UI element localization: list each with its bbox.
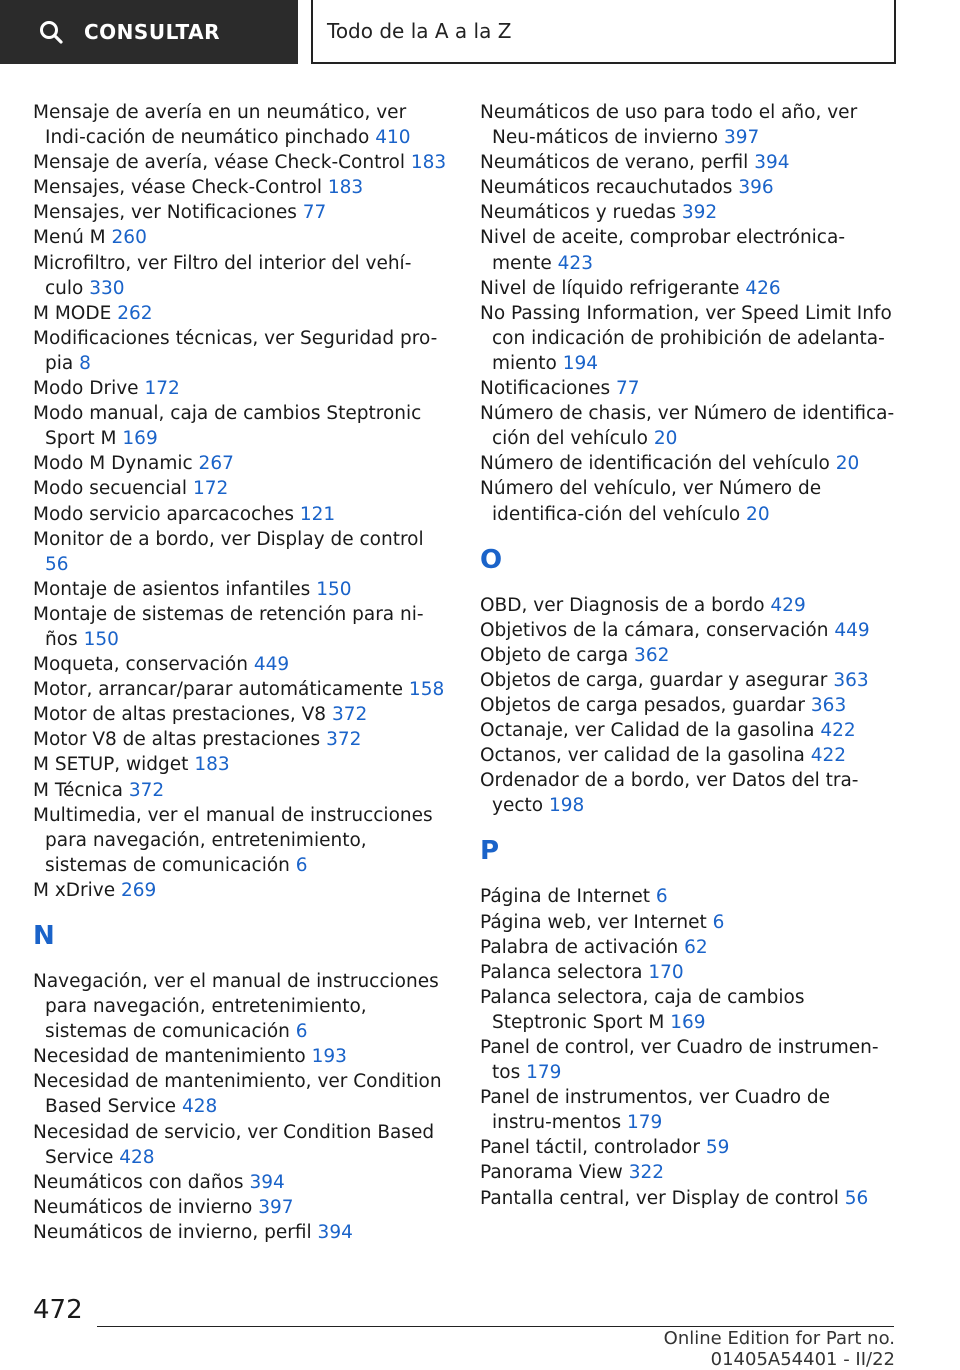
page-link[interactable]: 6 — [655, 886, 668, 908]
index-entry — [33, 878, 448, 903]
page-link[interactable]: 172 — [192, 478, 229, 500]
entry-text: Neumáticos y ruedas — [480, 202, 676, 224]
entry-text: Objetos de carga pesados, guardar — [480, 694, 806, 716]
search-icon — [38, 19, 64, 45]
page-link[interactable]: 372 — [326, 729, 362, 751]
index-entry — [33, 577, 448, 602]
index-entry — [480, 1035, 895, 1085]
index-entry — [33, 326, 448, 376]
entry-text: OBD, ver Diagnosis de a bordo — [480, 594, 765, 616]
page-link[interactable]: 260 — [111, 227, 147, 249]
search-label: CONSULTAR — [84, 20, 220, 44]
entry-text: Modo manual, caja de cambios Steptronic Sport M — [33, 403, 422, 450]
index-entry — [480, 693, 895, 718]
index-column-left — [33, 100, 448, 1245]
index-entry — [480, 618, 895, 643]
entry-text: Motor, arrancar/parar automáticamente — [33, 679, 404, 701]
index-entry — [33, 251, 448, 301]
page-link[interactable]: 429 — [770, 594, 806, 616]
page-link[interactable]: 372 — [128, 779, 165, 801]
index-entry — [480, 1186, 895, 1211]
index-entry — [480, 401, 895, 451]
index-entry — [33, 1195, 448, 1220]
page-link[interactable]: 172 — [144, 378, 180, 400]
index-entry — [480, 1085, 895, 1135]
page-link[interactable]: 269 — [121, 879, 157, 901]
index-entry — [480, 200, 895, 225]
index-entry — [480, 960, 895, 985]
entry-text: M MODE — [33, 302, 112, 324]
entry-text: Neumáticos con daños — [33, 1171, 244, 1193]
page-link[interactable]: 6 — [295, 854, 308, 876]
index-entry — [480, 476, 895, 526]
page-link[interactable]: 422 — [820, 720, 856, 742]
index-entry — [480, 768, 895, 818]
entry-text: Página de Internet — [480, 886, 650, 908]
index-entry — [480, 150, 895, 175]
page-link[interactable]: 59 — [705, 1137, 730, 1159]
page-link[interactable]: 150 — [83, 628, 119, 650]
page-link[interactable]: 169 — [670, 1011, 706, 1033]
entry-text: Mensaje de avería, véase Check-Control — [33, 152, 405, 174]
index-entry — [33, 1120, 448, 1170]
index-entry — [480, 276, 895, 301]
index-entry — [33, 200, 448, 225]
entry-text: Octanos, ver calidad de la gasolina — [480, 745, 805, 767]
index-entry — [33, 702, 448, 727]
index-entry — [33, 677, 448, 702]
page-link[interactable]: 394 — [249, 1171, 285, 1193]
page-link[interactable]: 62 — [684, 936, 708, 958]
entry-text: Neumáticos de uso para todo el año, ver Neu-máticos de invierno — [480, 102, 858, 149]
entry-text: Modo servicio aparcacoches — [33, 503, 294, 525]
entry-text: Página web, ver Internet — [480, 911, 707, 933]
page-link[interactable]: 183 — [410, 152, 447, 174]
entry-text: Montaje de sistemas de retención para ni-ños — [33, 603, 424, 650]
index-entry — [480, 1160, 895, 1185]
page-link[interactable]: 183 — [327, 177, 364, 199]
page-link[interactable]: 396 — [738, 177, 774, 199]
entry-text: Panel de instrumentos, ver Cuadro de instru-mentos — [480, 1087, 831, 1134]
page-link[interactable]: 449 — [834, 619, 870, 641]
entry-text: Neumáticos recauchutados — [480, 177, 733, 199]
entry-text: Palanca selectora — [480, 961, 643, 983]
page-link[interactable]: 194 — [562, 352, 599, 374]
page-link[interactable]: 394 — [317, 1221, 353, 1243]
entry-text: Menú M — [33, 227, 106, 249]
index-entry — [33, 803, 448, 878]
page-link[interactable]: 193 — [311, 1046, 347, 1068]
page-link[interactable]: 428 — [181, 1096, 218, 1118]
entry-text: Número de chasis, ver Número de identifica-ción del vehículo — [480, 403, 895, 450]
entry-text: Neumáticos de invierno — [33, 1196, 253, 1218]
page-link[interactable]: 426 — [745, 277, 781, 299]
entry-text: Número del vehículo, ver Número de identifica-ción del vehículo — [480, 478, 822, 525]
page-link[interactable]: 170 — [648, 961, 684, 983]
entry-text: Microfiltro, ver Filtro del interior del vehí-culo — [33, 252, 412, 299]
index-entry — [480, 593, 895, 618]
page-link[interactable]: 262 — [117, 302, 153, 324]
entry-text: M SETUP, widget — [33, 754, 189, 776]
entry-text: Ordenador de a bordo, ver Datos del tra-yecto — [480, 770, 859, 817]
page-link[interactable]: 150 — [316, 578, 352, 600]
entry-text: Mensaje de avería en un neumático, ver Indi-cación de neumático pinchado — [33, 102, 407, 149]
index-entry — [33, 652, 448, 677]
section-letter: N — [33, 921, 55, 951]
entry-text: Moqueta, conservación — [33, 654, 248, 676]
entry-text: Número de identificación del vehículo — [480, 453, 830, 475]
page-link[interactable]: 410 — [375, 127, 411, 149]
page-link[interactable]: 6 — [712, 911, 725, 933]
page-link[interactable]: 423 — [557, 252, 593, 274]
entry-text: Modo Drive — [33, 378, 139, 400]
index-entry — [480, 718, 895, 743]
page-link[interactable]: 6 — [295, 1021, 308, 1043]
entry-text: Necesidad de mantenimiento — [33, 1046, 306, 1068]
page-link[interactable]: 394 — [754, 152, 790, 174]
section-letter: O — [480, 544, 503, 575]
index-entry — [480, 225, 895, 275]
page-link[interactable]: 362 — [634, 644, 670, 666]
page-link[interactable]: 169 — [122, 428, 158, 450]
page-link[interactable]: 267 — [198, 453, 234, 475]
breadcrumb[interactable] — [311, 0, 896, 64]
index-entry — [33, 1220, 448, 1245]
index-entry — [33, 476, 448, 501]
index-entry — [480, 743, 895, 768]
entry-text: Panorama View — [480, 1162, 623, 1184]
index-entry — [480, 668, 895, 693]
footer-divider — [97, 1326, 894, 1327]
page-link[interactable]: 198 — [548, 795, 585, 817]
index-entry — [33, 1069, 448, 1119]
entry-text: Modificaciones técnicas, ver Seguridad pro-pia — [33, 327, 438, 374]
index-entry — [33, 150, 448, 175]
entry-text: Motor V8 de altas prestaciones — [33, 729, 321, 751]
top-bar — [0, 0, 960, 66]
index-entry — [480, 935, 895, 960]
entry-text: Modo secuencial — [33, 478, 188, 500]
page-link[interactable]: 392 — [681, 202, 718, 224]
entry-text: Necesidad de servicio, ver Condition Based Service — [33, 1121, 435, 1168]
index-entry — [33, 778, 448, 803]
entry-text: Objetivos de la cámara, conservación — [480, 619, 829, 641]
index-entry — [480, 985, 895, 1035]
index-entry — [33, 527, 448, 577]
page-link[interactable]: 56 — [844, 1187, 869, 1209]
page-link[interactable]: 20 — [746, 503, 770, 525]
index-entry — [480, 643, 895, 668]
page-link[interactable]: 8 — [79, 352, 91, 374]
page-link[interactable]: 121 — [299, 503, 336, 525]
entry-text: Panel táctil, controlador — [480, 1137, 700, 1159]
entry-text: M xDrive — [33, 879, 116, 901]
entry-text: Multimedia, ver el manual de instrucciones para navegación, entretenimiento, sistemas de comunicación — [33, 804, 433, 876]
page-link[interactable]: 77 — [302, 202, 327, 224]
index-entry — [480, 175, 895, 200]
entry-text: No Passing Information, ver Speed Limit Info con indicación de prohibición de adelanta-miento — [480, 302, 892, 374]
page-link[interactable]: 179 — [526, 1062, 562, 1084]
page-link[interactable]: 77 — [615, 378, 640, 400]
entry-text: Nivel de líquido refrigerante — [480, 277, 740, 299]
page-link[interactable]: 363 — [833, 669, 869, 691]
index-entry — [480, 884, 895, 909]
page-link[interactable]: 183 — [194, 754, 230, 776]
entry-text: Monitor de a bordo, ver Display de control — [33, 528, 424, 550]
entry-text: Objeto de carga — [480, 644, 629, 666]
index-column-right — [480, 100, 895, 1211]
page-number: 472 — [33, 1295, 83, 1325]
index-entry — [33, 100, 448, 150]
index-entry — [33, 969, 448, 1044]
index-entry — [33, 602, 448, 652]
page-link[interactable]: 179 — [627, 1112, 663, 1134]
entry-text: Mensajes, véase Check-Control — [33, 177, 322, 199]
entry-text: Motor de altas prestaciones, V8 — [33, 704, 327, 726]
index-entry — [33, 502, 448, 527]
index-entry — [480, 1135, 895, 1160]
entry-text: Navegación, ver el manual de instrucciones para navegación, entretenimiento, sistemas de comunicación — [33, 971, 439, 1043]
entry-text: Montaje de asientos infantiles — [33, 578, 311, 600]
index-entry — [480, 910, 895, 935]
index-entry — [480, 301, 895, 376]
entry-text: Mensajes, ver Notificaciones — [33, 202, 297, 224]
page-link[interactable]: 322 — [628, 1162, 664, 1184]
page-link[interactable]: 330 — [89, 277, 125, 299]
index-entry — [33, 225, 448, 250]
search-button[interactable] — [0, 0, 298, 64]
index-entry — [33, 727, 448, 752]
breadcrumb-label: Todo de la A a la Z — [327, 19, 512, 43]
entry-text: Panel de control, ver Cuadro de instrumen-tos — [480, 1037, 879, 1084]
entry-text: Palanca selectora, caja de cambios Steptronic Sport M — [480, 986, 805, 1033]
index-entry — [33, 752, 448, 777]
page-link[interactable]: 372 — [331, 704, 368, 726]
page-link[interactable]: 20 — [835, 453, 860, 475]
entry-text: Notificaciones — [480, 378, 611, 400]
entry-text: Objetos de carga, guardar y asegurar — [480, 669, 828, 691]
index-entry — [33, 1044, 448, 1069]
page-link[interactable]: 397 — [723, 127, 760, 149]
entry-text: Modo M Dynamic — [33, 453, 193, 475]
index-entry — [33, 376, 448, 401]
index-entry — [480, 451, 895, 476]
page-link[interactable]: 428 — [119, 1146, 155, 1168]
edition-note: Online Edition for Part no. 01405A54401 - II/22 — [663, 1328, 895, 1370]
entry-text: Palabra de activación — [480, 936, 679, 958]
page-link[interactable]: 449 — [253, 654, 290, 676]
entry-text: Nivel de aceite, comprobar electrónica-mente — [480, 227, 845, 274]
index-entry — [480, 376, 895, 401]
page-link[interactable]: 56 — [45, 553, 69, 575]
entry-text: Octanaje, ver Calidad de la gasolina — [480, 720, 815, 742]
index-entry — [33, 401, 448, 451]
index-entry — [33, 451, 448, 476]
page-link[interactable]: 158 — [408, 679, 445, 701]
index-entry — [33, 175, 448, 200]
page-link[interactable]: 20 — [653, 428, 678, 450]
entry-text: Neumáticos de invierno, perfil — [33, 1221, 312, 1243]
index-entry — [480, 100, 895, 150]
entry-text: M Técnica — [33, 779, 123, 801]
section-letter: P — [480, 836, 500, 867]
entry-text: Necesidad de mantenimiento, ver Condition Based Service — [33, 1071, 442, 1118]
page-link[interactable]: 422 — [810, 745, 847, 767]
index-entry — [33, 1170, 448, 1195]
page-link[interactable]: 363 — [810, 694, 847, 716]
entry-text: Neumáticos de verano, perfil — [480, 152, 749, 174]
entry-text: Pantalla central, ver Display de control — [480, 1187, 839, 1209]
page-link[interactable]: 397 — [258, 1196, 294, 1218]
index-entry — [33, 301, 448, 326]
